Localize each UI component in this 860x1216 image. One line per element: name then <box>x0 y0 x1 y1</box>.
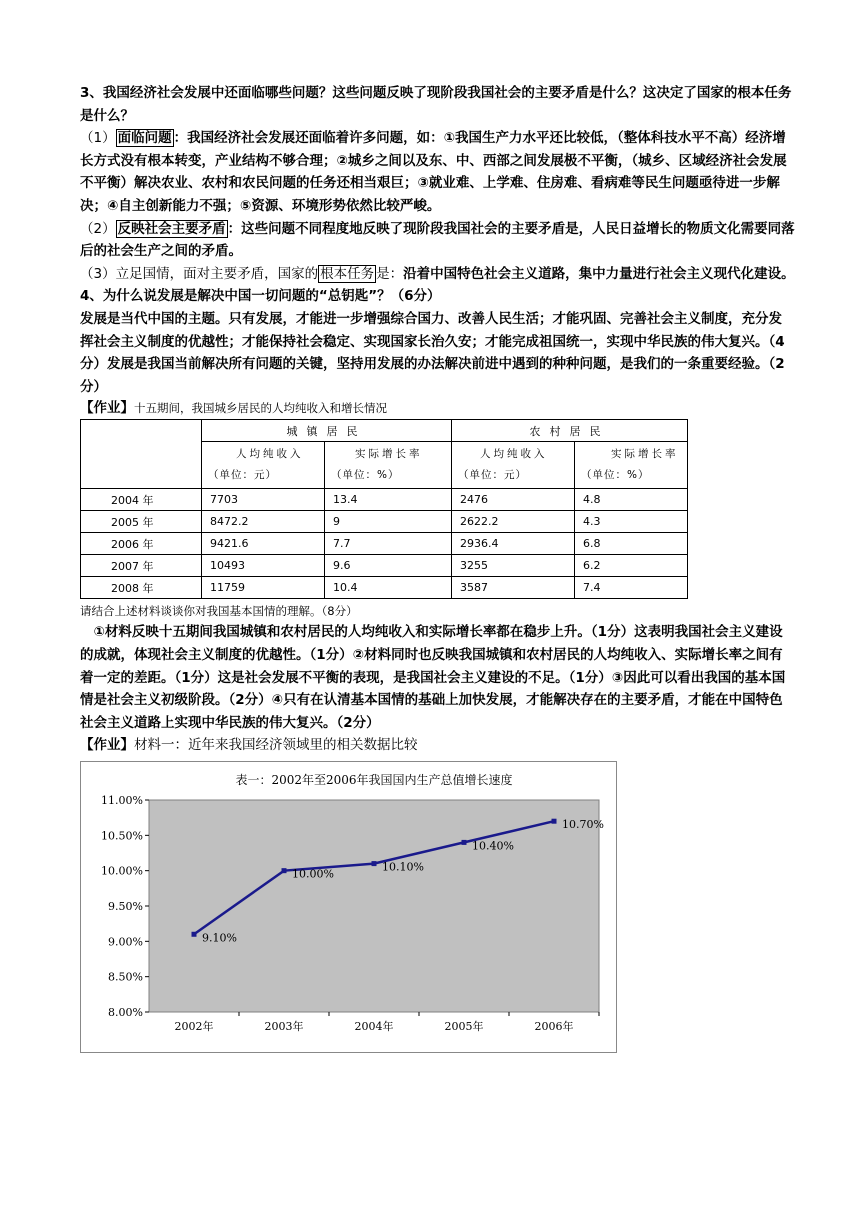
cell-urban-growth: 10.4 <box>325 577 452 599</box>
cell-urban-growth: 9.6 <box>325 555 452 577</box>
subheader-urban-income-label: 人均纯收入 <box>236 448 304 461</box>
table-row <box>81 511 688 533</box>
y-tick-label: 8.00% <box>108 1005 143 1019</box>
q3-p3-mid: 是： <box>376 265 404 282</box>
cell-rural-income: 3587 <box>452 577 575 599</box>
gdp-growth-chart <box>80 761 617 1053</box>
cell-year: 2008 年 <box>81 577 202 599</box>
q3-title: 3、我国经济社会发展中还面临哪些问题？这些问题反映了现阶段我国社会的主要矛盾是什么？这决定了国家的根本任务是什么？ <box>80 85 792 124</box>
cell-rural-growth: 6.2 <box>575 555 688 577</box>
hw1-question: 请结合上述材料谈谈你对我国基本国情的理解。（8分） <box>80 604 358 619</box>
subheader-urban-growth <box>325 442 452 489</box>
y-tick-label: 9.00% <box>108 935 143 949</box>
cell-rural-income: 2936.4 <box>452 533 575 555</box>
x-tick-label: 2005年 <box>444 1019 484 1033</box>
data-point <box>552 819 557 824</box>
q4-title: 4、为什么说发展是解决中国一切问题的“总钥匙”？（6分） <box>80 288 441 305</box>
q3-answer-1 <box>80 127 795 217</box>
cell-year: 2006 年 <box>81 533 202 555</box>
document-page <box>80 82 795 1053</box>
cell-urban-growth: 13.4 <box>325 489 452 511</box>
table-row <box>81 577 688 599</box>
gdp-growth-chart-svg <box>81 762 616 1052</box>
boxed-term-contradiction: 反映社会主要矛盾 <box>117 220 226 237</box>
boxed-term-task: 根本任务 <box>320 265 375 282</box>
q4-answer: 发展是当代中国的主题。只有发展，才能进一步增强综合国力、改善人民生活；才能巩固、完善社会主义制度，充分发挥社会主义制度的优越性；才能保持社会稳定、实现国家长治久安；才能完成祖国统一，实现中华民族的伟大复兴。（4分）发展是我国当前解决所有问题的关键，坚持用发展的办法解决前进中遇到的种种问题，是我们的一条重要经验。（2分） <box>80 310 785 395</box>
subheader-urban-income-unit: （单位：元） <box>208 469 277 482</box>
data-label: 9.10% <box>202 931 237 945</box>
q3-p1-prefix: （1） <box>80 130 116 147</box>
y-tick-label: 9.50% <box>108 899 143 913</box>
data-point <box>192 932 197 937</box>
cell-rural-growth: 7.4 <box>575 577 688 599</box>
data-label: 10.70% <box>562 818 604 832</box>
plot-area <box>149 800 599 1012</box>
hw1-heading <box>80 398 795 418</box>
cell-urban-income: 7703 <box>202 489 325 511</box>
cell-urban-income: 11759 <box>202 577 325 599</box>
data-point <box>282 868 287 873</box>
table-row <box>81 489 688 511</box>
cell-rural-income: 2622.2 <box>452 511 575 533</box>
table-header-row <box>81 420 688 442</box>
cell-rural-income: 2476 <box>452 489 575 511</box>
hw1-tag: 【作业】 <box>80 400 134 417</box>
cell-urban-growth: 7.7 <box>325 533 452 555</box>
q3-answer-2 <box>80 218 795 263</box>
cell-urban-income: 9421.6 <box>202 533 325 555</box>
chart-title: 表一：2002年至2006年我国国内生产总值增长速度 <box>235 772 513 787</box>
subheader-urban-growth-label: 实际增长率 <box>355 448 423 461</box>
hw2-tag: 【作业】 <box>80 737 134 754</box>
y-tick-label: 8.50% <box>108 970 143 984</box>
cell-year: 2004 年 <box>81 489 202 511</box>
cell-rural-income: 3255 <box>452 555 575 577</box>
table-row <box>81 533 688 555</box>
q3-answer-3 <box>80 263 795 286</box>
subheader-urban-income <box>202 442 325 489</box>
data-label: 10.40% <box>472 839 514 853</box>
q3-p3-prefix: （3）立足国情，面对主要矛盾，国家的 <box>80 265 319 282</box>
subheader-rural-growth-unit: （单位：%） <box>581 469 650 482</box>
subheader-rural-growth-label: 实际增长率 <box>611 448 679 461</box>
data-label: 10.10% <box>382 860 424 874</box>
hw1-answer: ①材料反映十五期间我国城镇和农村居民的人均纯收入和实际增长率都在稳步上升。（1分）这表明我国社会主义建设的成就，体现社会主义制度的优越性。（1分）②材料同时也反映我国城镇和农村居民的人均纯收入、实际增长率之间有着一定的差距。（1分）这是社会发展不平衡的表现，是我国社会主义建设的不足。（1分）③因此可以看出我国的基本国情是社会主义初级阶段。（2分）④只有在认清基本国情的基础上加快发展，才能解决存在的主要矛盾，才能在中国特色社会主义道路上实现中华民族的伟大复兴。（2分） <box>80 624 786 731</box>
cell-rural-growth: 4.3 <box>575 511 688 533</box>
x-tick-label: 2004年 <box>354 1019 394 1033</box>
header-urban: 城镇居民 <box>202 420 452 442</box>
hw1-caption: 十五期间，我国城乡居民的人均纯收入和增长情况 <box>134 401 387 416</box>
header-rural: 农村居民 <box>452 420 688 442</box>
subheader-rural-income-label: 人均纯收入 <box>480 448 548 461</box>
data-point <box>372 861 377 866</box>
subheader-rural-income-unit: （单位：元） <box>458 469 527 482</box>
subheader-rural-income <box>452 442 575 489</box>
hw2-heading <box>80 734 795 757</box>
y-tick-label: 10.00% <box>101 864 143 878</box>
table-corner-cell <box>81 420 202 489</box>
q3-p1-text: ：我国经济社会发展还面临着许多问题，如：①我国生产力水平还比较低，（整体科技水平不高）经济增长方式没有根本转变，产业结构不够合理；②城乡之间以及东、中、西部之间发展极不平衡，（城乡、区域经济社会发展不平衡）解决农业、农村和农民问题的任务还相当艰巨；③就业难、上学难、住房难、看病难等民生问题亟待进一步解决；④自主创新能力不强；⑤资源、环境形势依然比较严峻。 <box>80 130 787 214</box>
x-tick-label: 2002年 <box>174 1019 214 1033</box>
q3-p3-text: 沿着中国特色社会主义道路，集中力量进行社会主义现代化建设。 <box>403 265 795 282</box>
cell-year: 2005 年 <box>81 511 202 533</box>
x-tick-label: 2003年 <box>264 1019 304 1033</box>
income-table <box>80 419 688 599</box>
y-tick-label: 11.00% <box>101 793 143 807</box>
data-point <box>462 840 467 845</box>
table-row <box>81 555 688 577</box>
cell-rural-growth: 6.8 <box>575 533 688 555</box>
cell-urban-growth: 9 <box>325 511 452 533</box>
data-label: 10.00% <box>292 867 334 881</box>
cell-year: 2007 年 <box>81 555 202 577</box>
y-tick-label: 10.50% <box>101 829 143 843</box>
hw2-caption: 材料一：近年来我国经济领域里的相关数据比较 <box>134 737 418 754</box>
cell-urban-income: 8472.2 <box>202 511 325 533</box>
q3-p2-text: ：这些问题不同程度地反映了现阶段我国社会的主要矛盾是，人民日益增长的物质文化需要同落后的社会生产之间的矛盾。 <box>80 220 795 260</box>
cell-rural-growth: 4.8 <box>575 489 688 511</box>
q3-p2-prefix: （2） <box>80 220 116 237</box>
subheader-rural-growth <box>575 442 688 489</box>
boxed-term-problems: 面临问题 <box>117 130 172 147</box>
cell-urban-income: 10493 <box>202 555 325 577</box>
subheader-urban-growth-unit: （单位：%） <box>331 469 400 482</box>
x-tick-label: 2006年 <box>534 1019 574 1033</box>
